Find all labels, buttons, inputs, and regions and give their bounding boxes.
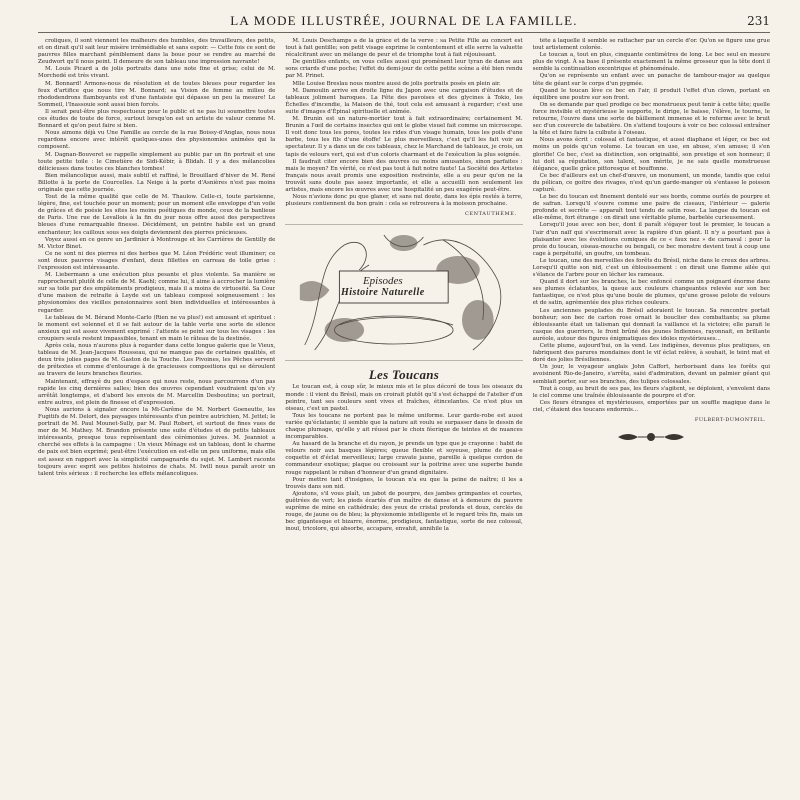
running-title: LA MODE ILLUSTRÉE, JOURNAL DE LA FAMILLE. [230, 13, 578, 28]
paragraph: Voyez aussi en ce genre un Jardinier à Montrouge et les Carrières de Gentilly de M. Victor Binet. [38, 236, 276, 250]
paragraph: Nous n'avions donc pu que glaner, et sans nul doute, dans les épis restés à terre, plusieurs contiennent du bon grain : cela se retrouvera à la moisson prochaine. [285, 194, 523, 208]
paragraph: Cette plume, aujourd'hui, on la vend. Les indigènes, devenus plus pratiques, en fabriquent des parures mondaines dont le vif éclat relève, à souhait, le teint mat et doré des jolies Brésiliennes. [532, 343, 770, 364]
column-middle [285, 38, 522, 790]
paragraph: Il serait peut-être plus respectueux pour le public et ne pas lui soumettre toutes ces études de toute de force, surtout lorsqu'on est un artiste de valeur comme M. Bonnard et qu'on peut faire si bien. [38, 108, 276, 130]
paragraph: Lorsqu'il joue avec son bec, dont il paraît s'égayer tout le premier, le toucan a l'air d'un naïf qui s'escrimerait avec la rapière d'un géant. Il n'y a pourtant pas à plaisanter avec les évolutions comiques de ce « faux nez » de carnaval : pour la proie du toucan, oiseau-mouche ou bengali, ce bec monstre devient tout à coup une cage à perpétuité, un goufre, un tombeau. [532, 222, 770, 257]
fleuron-ornament [616, 430, 686, 444]
paragraph: M. Dagnan-Bouveret se rappelle simplement au public par un fin portrait et une toute petite toile : le Cimetière de Sidi-Kébir, à Blidah. Il y a des mélancolies délicieuses dans toutes ces blanches tombes! [38, 151, 276, 172]
paragraph: Mlle Louise Breslau nous montre aussi de jolis portraits posés en plein air. [292, 80, 501, 87]
paragraph: M. Louis Deschamps a de la grâce et de la verve : sa Petite Fille au concert est tout à fait gentille; son petit visage exprime le contentement et elle serre la valuette récalcitrant avec un mélange de peur et de triomphe tout à fait réjouissant. [285, 38, 523, 59]
paragraph: Nous aimons déjà vu Une Famille au cercle de la rue Boissy-d'Anglas, nous nous regardons encore avec intérêt quelques-unes des physionomies animées qui la composent. [38, 130, 276, 151]
paragraph: M. Louis Picard a de jolis portraits dans une note fine et grise; celui de M. Morchedé est très vivant. [38, 66, 276, 80]
paragraph: Qu'on se représente un enfant avec un panache de tambour-major au quelque tête de géant sur le corps d'un pygmée. [532, 73, 770, 87]
paragraph: tête à laquelle il semble se rattacher par un cercle d'or. Qu'on se figure une grue tout artistement colorée. [532, 38, 770, 52]
paragraph: Nous avons écrit : colossal et fantastique, et aussi diaphane et léger, ce bec est moins un poids qu'un volume. Le toucan en use, en abuse, s'en amuse; il s'en glorifie! Ce bec, c'est sa distinction, son originalité, son prestige et son honneur; il lui doit sa réputation, son talent, son mérite, je ne sais quelle monstrueuse élégance, quelle grâce pittoresque et bouffonne. [532, 137, 770, 172]
paragraph: Ce ne sont ni des pierres ni des herbes que M. Léon Frédéric veut illuminer; ce sont deux pauvres visages d'enfant, deux fillettes en carreau de toile grise : l'expression est intéressante. [38, 250, 276, 271]
paragraph: M. Damoulin arrive en droite ligne du Japon avec une cargaison d'études et de tableaux joliment baroques. La Fête des pavoises et des glycines à Tokio, les Échelles d'incendie, la Maison de thé, tout cela est amusant à regarder; c'est une suite d'images d'Épinal spirituelle et animée. [285, 87, 523, 115]
page-number: 231 [747, 14, 770, 28]
paragraph: M. Liebermann a une exécution plus pesante et plus violente. Sa manière se rapprocherait plutôt de celle de M. Kaehl; comme lui, il aime à accrocher la lumière sur sa toile par des empâtements prodigieux, mais il a moins de virtuosité. Sa Cour d'une maison de retraite à Leyde est un tableau composé soigneusement : les physionomies des vieilles pensionnaires sont bien individuelles et intéressantes à regarder. [38, 272, 276, 314]
paragraph: Ajoutons, s'il vous plaît, un jabot de pourpre, des jambes grimpantes et courtes, guêtrées de vert; les pieds écartés d'un maître de danse et à demeure du pauvre suprême de mine en cathédrale; des yeux de cristal profonds et doux, cerclés de rouge, de jaune ou de bleu; la physionomie intelligente et le regard très fin, mais un bec gigantesque et bizarre, énorme, prodigieux, fantastique, sorte de nez colossal, inouï, tricolore, qui absorbe, accapare, envahit, annihile la [285, 490, 523, 533]
page-header [38, 10, 770, 33]
author-signature: FULBERT-DUMONTEIL. [694, 416, 766, 423]
column-right [533, 38, 770, 790]
paragraph: On se demande par quel prodige ce bec monstrueux peut tenir à cette tête; quelle force invisible et mystérieuse le supporte, le dirige, le baisse, l'élève, le tourne, le retourne, l'ouvre dans une sorte de bâillement immense et le referme avec le bruit sec d'un couvercle de tabatière. On s'attend toujours à voir ce bec colossal entraîner la tête et faire faire la culbute à l'oiseau. [532, 101, 770, 137]
article-salon-end [285, 38, 522, 222]
text-columns [38, 38, 770, 790]
column-left [38, 38, 275, 790]
paragraph: Pour mettre tant d'insignes, le toucan n'a eu que la peine de naître; il les a trouvés dans son nid. [285, 476, 523, 490]
paragraph: Quand il dort sur les branches, le bec enfoncé comme un poignard énorme dans ses plumes éclatantes, la queue aux couleurs changeantes relevée sur son bec fantastique, ce n'est plus qu'une boule de plumes, qu'une grosse pelote de velours et de satin, agrémentée des plus riches couleurs. [532, 279, 770, 307]
paragraph: croliques, il sont viennent les malheurs des humbles, des travailleurs, des petits, et on dirait qu'il sait leur misère irrémédiable et sans espoir. — Cette fois ce sont de pauvres filles marchant péniblement dans la boue pour se rendre au marché de Zeudwort qu'il nous peint. Il demeure de son tableau une impression navrante! [38, 38, 276, 66]
paragraph: Ces fleurs étranges et mystérieuses, emportées par un souffle magique dans le ciel, c'étaient des toucans endormis... [532, 399, 770, 413]
paragraph: Un jour, le voyageur anglais John Caffort, herborisant dans les forêts qui avoisinent Rio-de-Janeiro, s'arrêta, saisi d'admiration, devant un palmier géant qui semblait porter, sur ses branches, des tulipes colossales. [532, 364, 770, 385]
paragraph: Ce bec d'ailleurs est un chef-d'œuvre, un monument, un monde, tandis que celui du pélican, ce goitre des rivages, n'est qu'un garde-manger où s'entasse le poisson capturé. [532, 172, 770, 193]
paragraph: Tout de la même qualité que celle de M. Thaulow. Celle-ci, toute parisienne, légère, fine, est touchée pour un moment; pour un moment elle enveloppe d'un voile de grâces et de poésie les sites les moins poétiques du monde, ceux de la banlieue de Paris. Une rue de Levallois à la fin du jour nous offre aussi des perspectives bleues d'une remarquable finesse. Décidément, un peintre habile est un grand enchanteur; les cailloux sous ses doigts deviennent des pierres précieuses. [38, 194, 276, 236]
paragraph: Il faudrait citer encore bien des œuvres ou moins amusantes, sinon parfaites : mais le moyen? En vérité, ce n'est pas tout à fait notre faute! La Société des Artistes français nous avait promis une exposition restreinte, elle a eu peur qu'on ne la trouvât sans doute pas assez importante, et elle a accueilli non seulement les artistes, mais encore les œuvres avec une hospitalité un peu exagérée peut-être. [285, 158, 523, 193]
article-toucans-start [285, 384, 522, 533]
author-signature: CENTAUTHÈME. [465, 211, 517, 218]
paragraph: M. Bonnard! Armons-nous de résolution et de toutes bleues pour regarder les feux d'artifice que nous tire M. Bonnard; sa Vision de femme au milieu de rhododendrons flamboyants est d'une fantaisie qui dépasse un peu la mesure! Le Sommeil, l'Inassouie sont aussi bien forcés. [38, 80, 276, 108]
paragraph: Le toucan, une des merveilles des forêts du Brésil, niche dans le creux des arbres. Lorsqu'il quitte son nid, c'est un éblouissement : on dirait une flamme ailée qui s'élance de l'arbre pour en lécher les rameaux. [532, 257, 770, 279]
paragraph: Bien mélancolique aussi, mais subtil et raffiné, le Brouillard d'hiver de M. René Billotte à la porte de Courcelles. La Neige à la porte d'Asnières n'est pas moins originale que cette journée. [38, 172, 276, 193]
paragraph: Les anciennes peuplades du Brésil adoraient le toucan. Sa rencontre portait bonheur; son bec de carton rose ornait le bouclier des combattants; sa plume éblouissante était un talisman qui donnait la vaillance et la victoire; elle parait le casque des guerriers, le front brûné des jeunes Indiennes, rayonnait, en brillante auréole, autour des figures énigmatiques des idoles mystérieuses... [532, 307, 770, 342]
paragraph: Le toucan est, à coup sûr, le mieux mis et le plus décoré de tous les oiseaux du monde : il vient du Brésil, mais on croirait plutôt qu'il s'est échappé de l'atelier d'un peintre, tant ses couleurs sont vives et fraîches, étincelantes. Ce n'est plus un oiseau, c'est un pastel. [285, 384, 523, 412]
paragraph: Quand le toucan lève ce bec en l'air, il produit l'effet d'un clown, portant en équilibre une poutre sur son front. [532, 87, 770, 101]
paragraph: De gentilles enfants, on vous celles aussi qui promènent leur tyran de danse aux sons criards d'une poche; l'effet du demi-jour de cette petite scène a été bien rendu par M. Prinet. [285, 59, 523, 80]
paragraph: M. Brunin est un nature-mortier tout à fait extraordinaire; certainement M. Brunin a l'œil de certains insectes qui ont le globe visuel fait comme un microscope. Il voit donc tous les pores, toutes les rides d'un visage humain, tous les poils d'une barbe, tous les fils d'une étoffe! Le plus merveilleux, c'est qu'il les fait voir au spectateur. Il y a dans un de ces tableaux, chez le Marchand de tableaux, je crois, un tapis de velours vert, qui est d'un coloris charmant et de l'exécution la plus soignée. [285, 116, 523, 158]
engraved-vignette [285, 224, 522, 361]
paragraph: Nous aurions à signaler encore la Mi-Carême de M. Norbert Goeneutte, les Fugitifs de M. Delort, des paysages intéressants d'un peintre autrichien, M. Jettel; le portrait de M. Paul Mounet-Sully, par M. Paul Robert, et surtout de fines vues de mer de M. Mathey. M. Brandon présente une suite d'études et de petits tableaux intéressants, presque tous représentant des cérémonies juives. M. Jeanniot a cherché ses effets à la campagne : Un vieux Ménage est un tableau, dont le charme de paix est bien exprimé; peut-être l'exécution en est-elle un peu uniforme, mais elle est assez en rapport avec la simplicité campagnarde du sujet. M. Lambert raconte toujours avec esprit ses petites histoires de chats. M. Iwill nous paraît avoir un talent très sérieux : il recherche les effets mélancoliques. [38, 406, 276, 477]
vignette-line-2: Histoire Naturelle [340, 287, 425, 299]
article-title: Les Toucans [368, 367, 440, 383]
paragraph: Maintenant, effrayé du peu d'espace qui nous reste, nous parcourrons d'un pas rapide les cinq dernières salles; bien des œuvres cependant voudraient qu'on s'y arrêtât longtemps, et d'abord les envois de M. Marcellin Desboutins; un portrait, entre autres, est plein de finesse et d'expression. [38, 378, 276, 406]
vignette-banner-text [335, 275, 430, 299]
paragraph: Le bec du toucan est finement dentelé sur ses bords, comme ourlés de pourpre et de safran. Lorsqu'il s'ouvre comme une paire de ciseaux, l'intérieur — galerie profonde et secrète — apparaît tout tendu de satin rose. La langue du toucan est elle-même, fort étrange : on dirait une véritable plume, barbelée curieusement. [532, 194, 770, 222]
paragraph: Au hasard de la branche et du rayon, je prends un type que je crayonne : habit de velours noir aux basques légères; queue flexible et soyeuse, plume de geai-e coquette et d'éclat merveilleux; large cravate jaune, pareille à quelque cordon de commandeur exotique; plaque ou croissant sur la poitrine avec une superbe bande rouge rappelant le ruban d'honneur d'un grand dignitaire. [285, 441, 523, 476]
paragraph: Tout à coup, au bruit de ses pas, les fleurs s'agitent, se déploient, s'envolent dans le ciel comme une traînée éblouissante de pourpre et d'or. [532, 385, 770, 399]
paragraph: Après cela, nous n'aurons plus à regarder dans cette longue galerie que le Vieux, tableau de M. Jean-Jacques Rousseau, qui ne manque pas de certaines qualités, et deux très jolies pages de M. Gaston de la Touche. Les Pivoines, les Pêches servent de prétextes et comme d'entourage à de gracieuses compositions qui se déroulent au travers de leurs branches fleuries. [38, 343, 276, 378]
paragraph: Tous les toucans ne portent pas le même uniforme. Leur garde-robe est aussi variée qu'éclatante; il semble que la nature ait voulu se surpasser dans le dessin de chaque plumage, qu'elle y ait réussi par le choix féerique de teintes et de nuances incomparables. [285, 412, 523, 441]
paragraph: Le tableau de M. Bérand Monte-Carlo (Rien ne va plus!) est amusant et spirituel : le moment est solennel et il se fait autour de la table verte une sorte de silence anxieux qui est assez vivement exprimé : l'attente se peint sur tous les visages : les croupiers seuls restent impassibles, tenant en main le râteau de la destinée. [38, 314, 276, 342]
paragraph: Le toucan a, tout en plus, cinquante centimètres de long. Le bec seul en mesure plus de vingt. À sa base il présente exactement la même grosseur que la tête dont il semble la continuation excentrique et phénoménale. [532, 52, 770, 73]
vignette-line-1: Episodes [362, 275, 403, 288]
ornament-fleuron [616, 430, 686, 444]
